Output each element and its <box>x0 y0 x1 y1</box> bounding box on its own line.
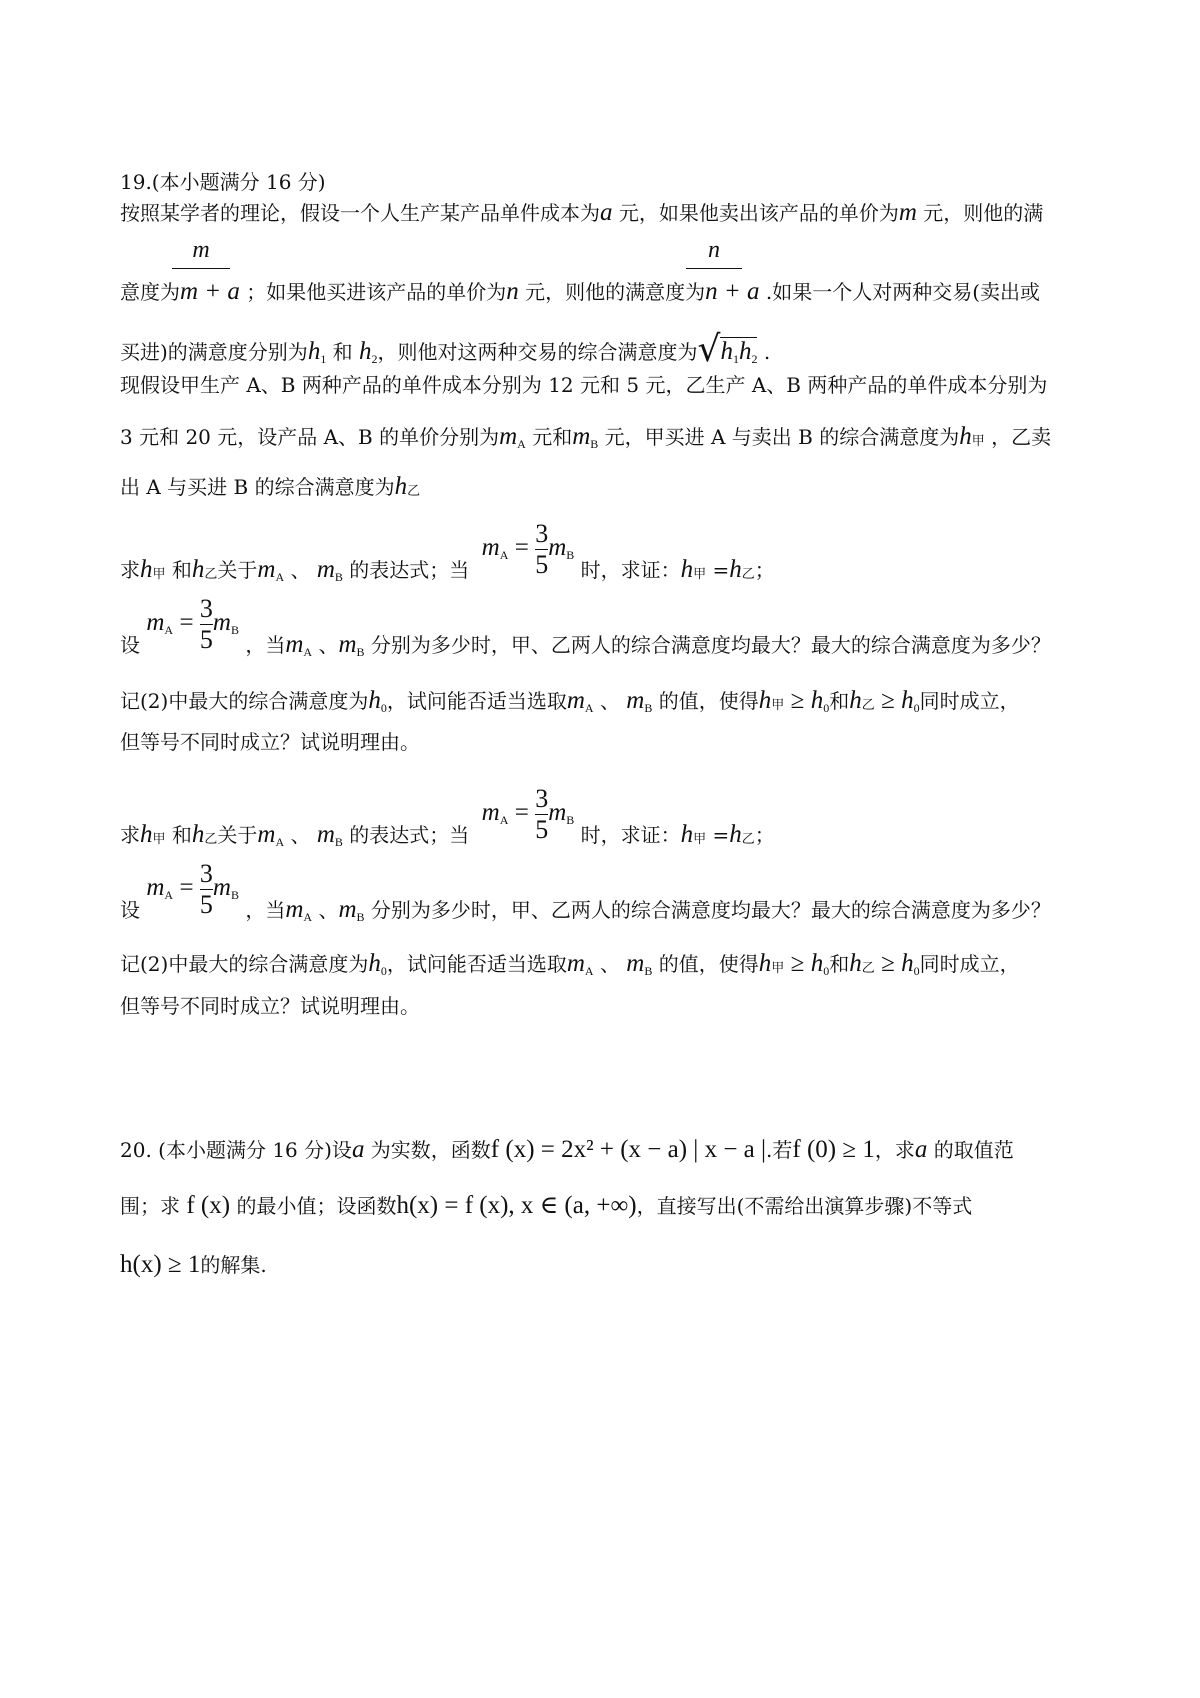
q20-line1: 20. (本小题满分 16 分)设a 为实数，函数f (x) = 2x² + (x − a) | x − a |.若f (0) ≥ 1，求a 的取值范 <box>120 1136 1014 1163</box>
q19-line4: 现假设甲生产 A、B 两种产品的单件成本分别为 12 元和 5 元，乙生产 A、B 两种产品的单件成本分别为 <box>120 373 1048 397</box>
q20-line2: 围；求 f (x) 的最小值；设函数h(x) = f (x), x ∈ (a, +∞)，直接写出(不需给出演算步骤)不等式 <box>120 1192 973 1219</box>
q19-part2-repeat: 设 $m_A$ = $\frac{3}{5}$ $m_B$ ，当$m_A$ 、$m_B$ 分别为多少时，甲、乙两人的综合满意度均最大？最大的综合满意度为多少？ <box>120 859 1051 924</box>
q19-part3-repeat-line1: 记(2)中最大的综合满意度为$h_0$，试问能否适当选取$m_A$ 、 $m_B$ 的值，使得h甲 ≥ $h_0$和h乙 ≥ $h_0$同时成立， <box>120 950 1020 978</box>
q19-line3: 买进)的满意度分别为$h_1$ 和 $h_2$，则他对这两种交易的综合满意度为$√h_1h_2$ . <box>120 329 771 370</box>
fraction-n-over-n-plus-a: n <box>686 237 742 273</box>
sqrt-h1-h2: $√h_1h_2$ <box>697 329 758 370</box>
q19-line6: 出 A 与买进 B 的综合满意度为h乙 <box>120 473 421 500</box>
q19-part3-line2: 但等号不同时成立？试说明理由。 <box>120 730 420 754</box>
q19-part3-repeat-line2: 但等号不同时成立？试说明理由。 <box>120 994 420 1018</box>
assumption-mA-3-5-mB: $m_A$ = $\frac{3}{5}$ $m_B$ <box>146 859 239 919</box>
q19-header: 19.(本小题满分 16 分) <box>120 170 326 194</box>
condition-mA-3-5-mB: $m_A$ = $\frac{3}{5}$ $m_B$ <box>481 519 575 579</box>
assumption-mA-3-5-mB: $m_A$ = $\frac{3}{5}$ $m_B$ <box>146 594 239 654</box>
q19-part2: 设 $m_A$ = $\frac{3}{5}$ $m_B$ ，当$m_A$ 、$m_B$ 分别为多少时，甲、乙两人的综合满意度均最大？最大的综合满意度为多少？ <box>120 594 1051 659</box>
q19-line2: 意度为m + a ；如果他买进该产品的单价为n 元，则他的满意度为n + a .如果一个人对两种交易(卖出或 <box>120 278 1041 305</box>
q19-line1: 按照某学者的理论，假设一个人生产某产品单件成本为a 元，如果他卖出该产品的单价为m 元，则他的满 <box>120 199 1044 226</box>
function-h-definition: h(x) = f (x), x ∈ (a, +∞) <box>396 1192 637 1219</box>
q20-line3: h(x) ≥ 1的解集. <box>120 1251 267 1278</box>
inequality-h-ge-1: h(x) ≥ 1 <box>120 1251 201 1278</box>
condition-f0: f (0) ≥ 1 <box>792 1136 875 1163</box>
q19-part1: 求h甲 和h乙关于$m_A$ 、 $m_B$ 的表达式；当 $m_A$ = $\frac{3}{5}$ $m_B$ 时，求证：h甲 =h乙； <box>120 519 775 584</box>
fraction-m-over-m-plus-a: m <box>172 237 230 273</box>
function-f-definition: f (x) = 2x² + (x − a) | x − a | <box>490 1136 767 1163</box>
q19-line5: 3 元和 20 元，设产品 A、B 的单价分别为$m_A$ 元和$m_B$ 元，甲买进 A 与卖出 B 的综合满意度为h甲 ，乙卖 <box>120 423 1052 451</box>
q19-part1-repeat: 求h甲 和h乙关于$m_A$ 、 $m_B$ 的表达式；当 $m_A$ = $\frac{3}{5}$ $m_B$ 时，求证：h甲 =h乙； <box>120 784 775 849</box>
condition-mA-3-5-mB: $m_A$ = $\frac{3}{5}$ $m_B$ <box>481 784 575 844</box>
q19-part3-line1: 记(2)中最大的综合满意度为$h_0$，试问能否适当选取$m_A$ 、 $m_B$ 的值，使得h甲 ≥ $h_0$和h乙 ≥ $h_0$同时成立， <box>120 687 1020 715</box>
